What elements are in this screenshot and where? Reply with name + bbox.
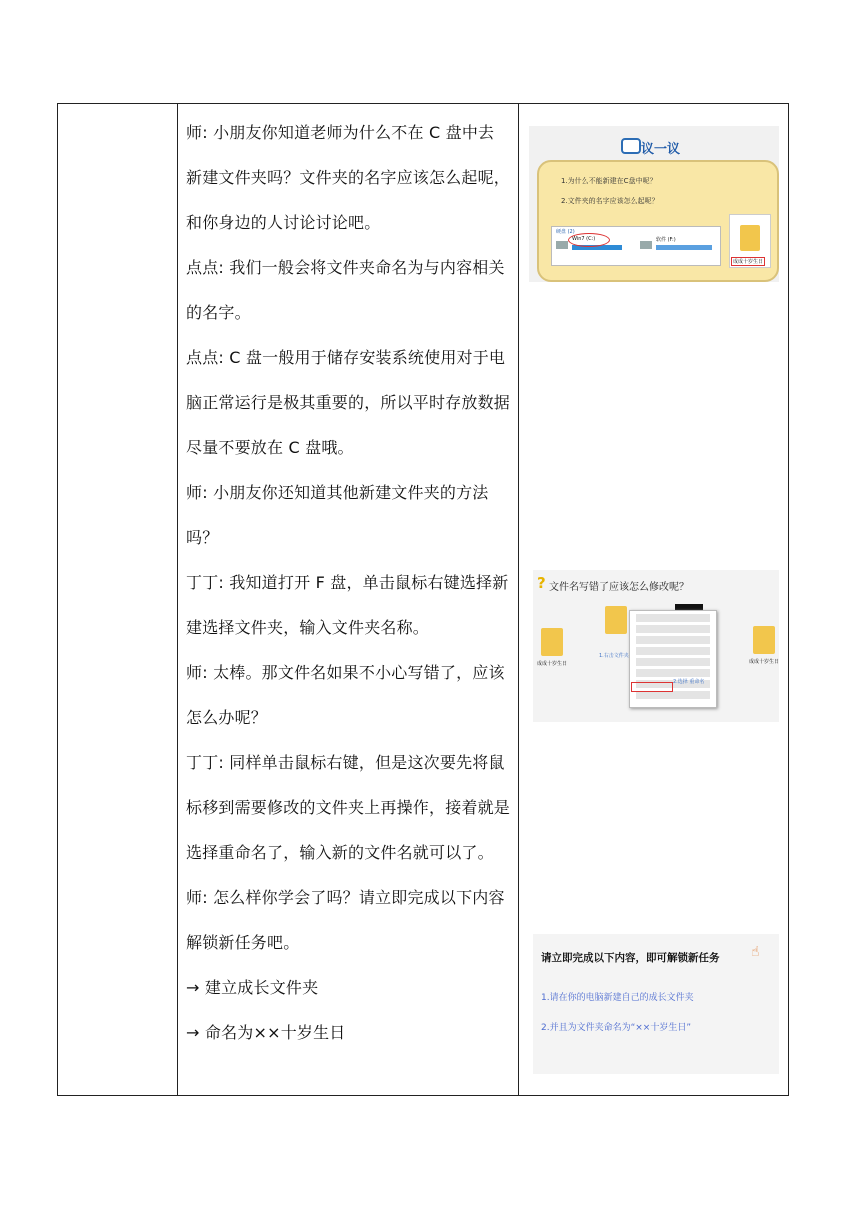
step-1-note: 1.右击文件夹: [599, 653, 629, 659]
task-slide-image: [533, 934, 779, 1074]
task-header: 请立即完成以下内容，即可解锁新任务: [541, 952, 720, 964]
question-1: 1.为什么不能新建在C盘中呢？: [561, 177, 657, 185]
folder-tile: [729, 214, 771, 268]
disk-f-label: 软件 (F:): [656, 237, 676, 243]
lesson-table: [57, 103, 789, 1096]
question-card: [537, 160, 779, 282]
dialogue-paragraph: 点点: C 盘一般用于储存安装系统使用对于电脑正常运行是极其重要的，所以平时存放数据尽量不要放在 C 盘哦。: [186, 348, 511, 457]
dialogue-paragraph: 点点: 我们一般会将文件夹命名为与内容相关的名字。: [186, 258, 505, 322]
dialogue-paragraph: 师: 太棒。那文件名如果不小心写错了，应该怎么办呢？: [186, 663, 505, 727]
rename-menu-highlight: [631, 682, 673, 692]
task-item: → 建立成长文件夹: [186, 978, 319, 997]
dialogue-paragraph: 丁丁: 我知道打开 F 盘，单击鼠标右键选择新建选择文件夹，输入文件夹名称。: [186, 573, 509, 637]
folder-icon: [605, 606, 627, 634]
drive-icon: [640, 241, 652, 249]
folder-name: 成成十岁生日: [733, 259, 764, 265]
dialogue-paragraph: 师: 小朋友你知道老师为什么不在 C 盘中去新建文件夹吗？文件夹的名字应该怎么起呢，和你身边的人讨论讨论吧。: [186, 123, 511, 232]
task-line-1: 1.请在你的电脑新建自己的成长文件夹: [541, 993, 694, 1003]
folder-name: 成成十岁生日: [537, 661, 568, 667]
chat-bubble-icon: [621, 138, 641, 154]
slide-title: 议一议: [641, 142, 681, 157]
discussion-slide-image: [529, 126, 779, 282]
question-mark-icon: ?: [537, 574, 546, 592]
folder-icon: [541, 628, 563, 656]
dialogue-column: [178, 104, 518, 1055]
disk-c-label: Win7 (C:): [572, 236, 596, 242]
task-item: → 命名为××十岁生日: [186, 1023, 346, 1042]
disk-group-label: 硬盘 (2): [556, 229, 575, 235]
disk-panel: [551, 226, 721, 266]
step-2-note: 2.选择 重命名: [673, 679, 705, 685]
task-line-2: 2.并且为文件夹命名为“××十岁生日”: [541, 1023, 691, 1033]
slide-title: 文件名写错了应该怎么修改呢？: [549, 582, 689, 593]
slides-column: [519, 104, 789, 1095]
dialogue-paragraph: 丁丁: 同样单击鼠标右键，但是这次要先将鼠标移到需要修改的文件夹上再操作，接着就是选择重命名了，输入新的文件名就可以了。: [186, 753, 511, 862]
context-menu: [629, 610, 717, 708]
drive-icon: [556, 241, 568, 249]
highlight-circle: [568, 233, 610, 247]
folder-name: 成成十岁生日: [749, 659, 779, 665]
dialogue-paragraph: 师: 小朋友你还知道其他新建文件夹的方法吗？: [186, 483, 489, 547]
dialogue-paragraph: 师: 怎么样你学会了吗？请立即完成以下内容解锁新任务吧。: [186, 888, 505, 952]
disk-f-usage-bar: [656, 245, 712, 250]
question-2: 2.文件夹的名字应该怎么起呢？: [561, 197, 659, 205]
folder-icon: [740, 225, 760, 251]
rename-slide-image: [533, 570, 779, 722]
pointing-hand-icon: ☝: [751, 944, 760, 960]
folder-icon: [753, 626, 775, 654]
